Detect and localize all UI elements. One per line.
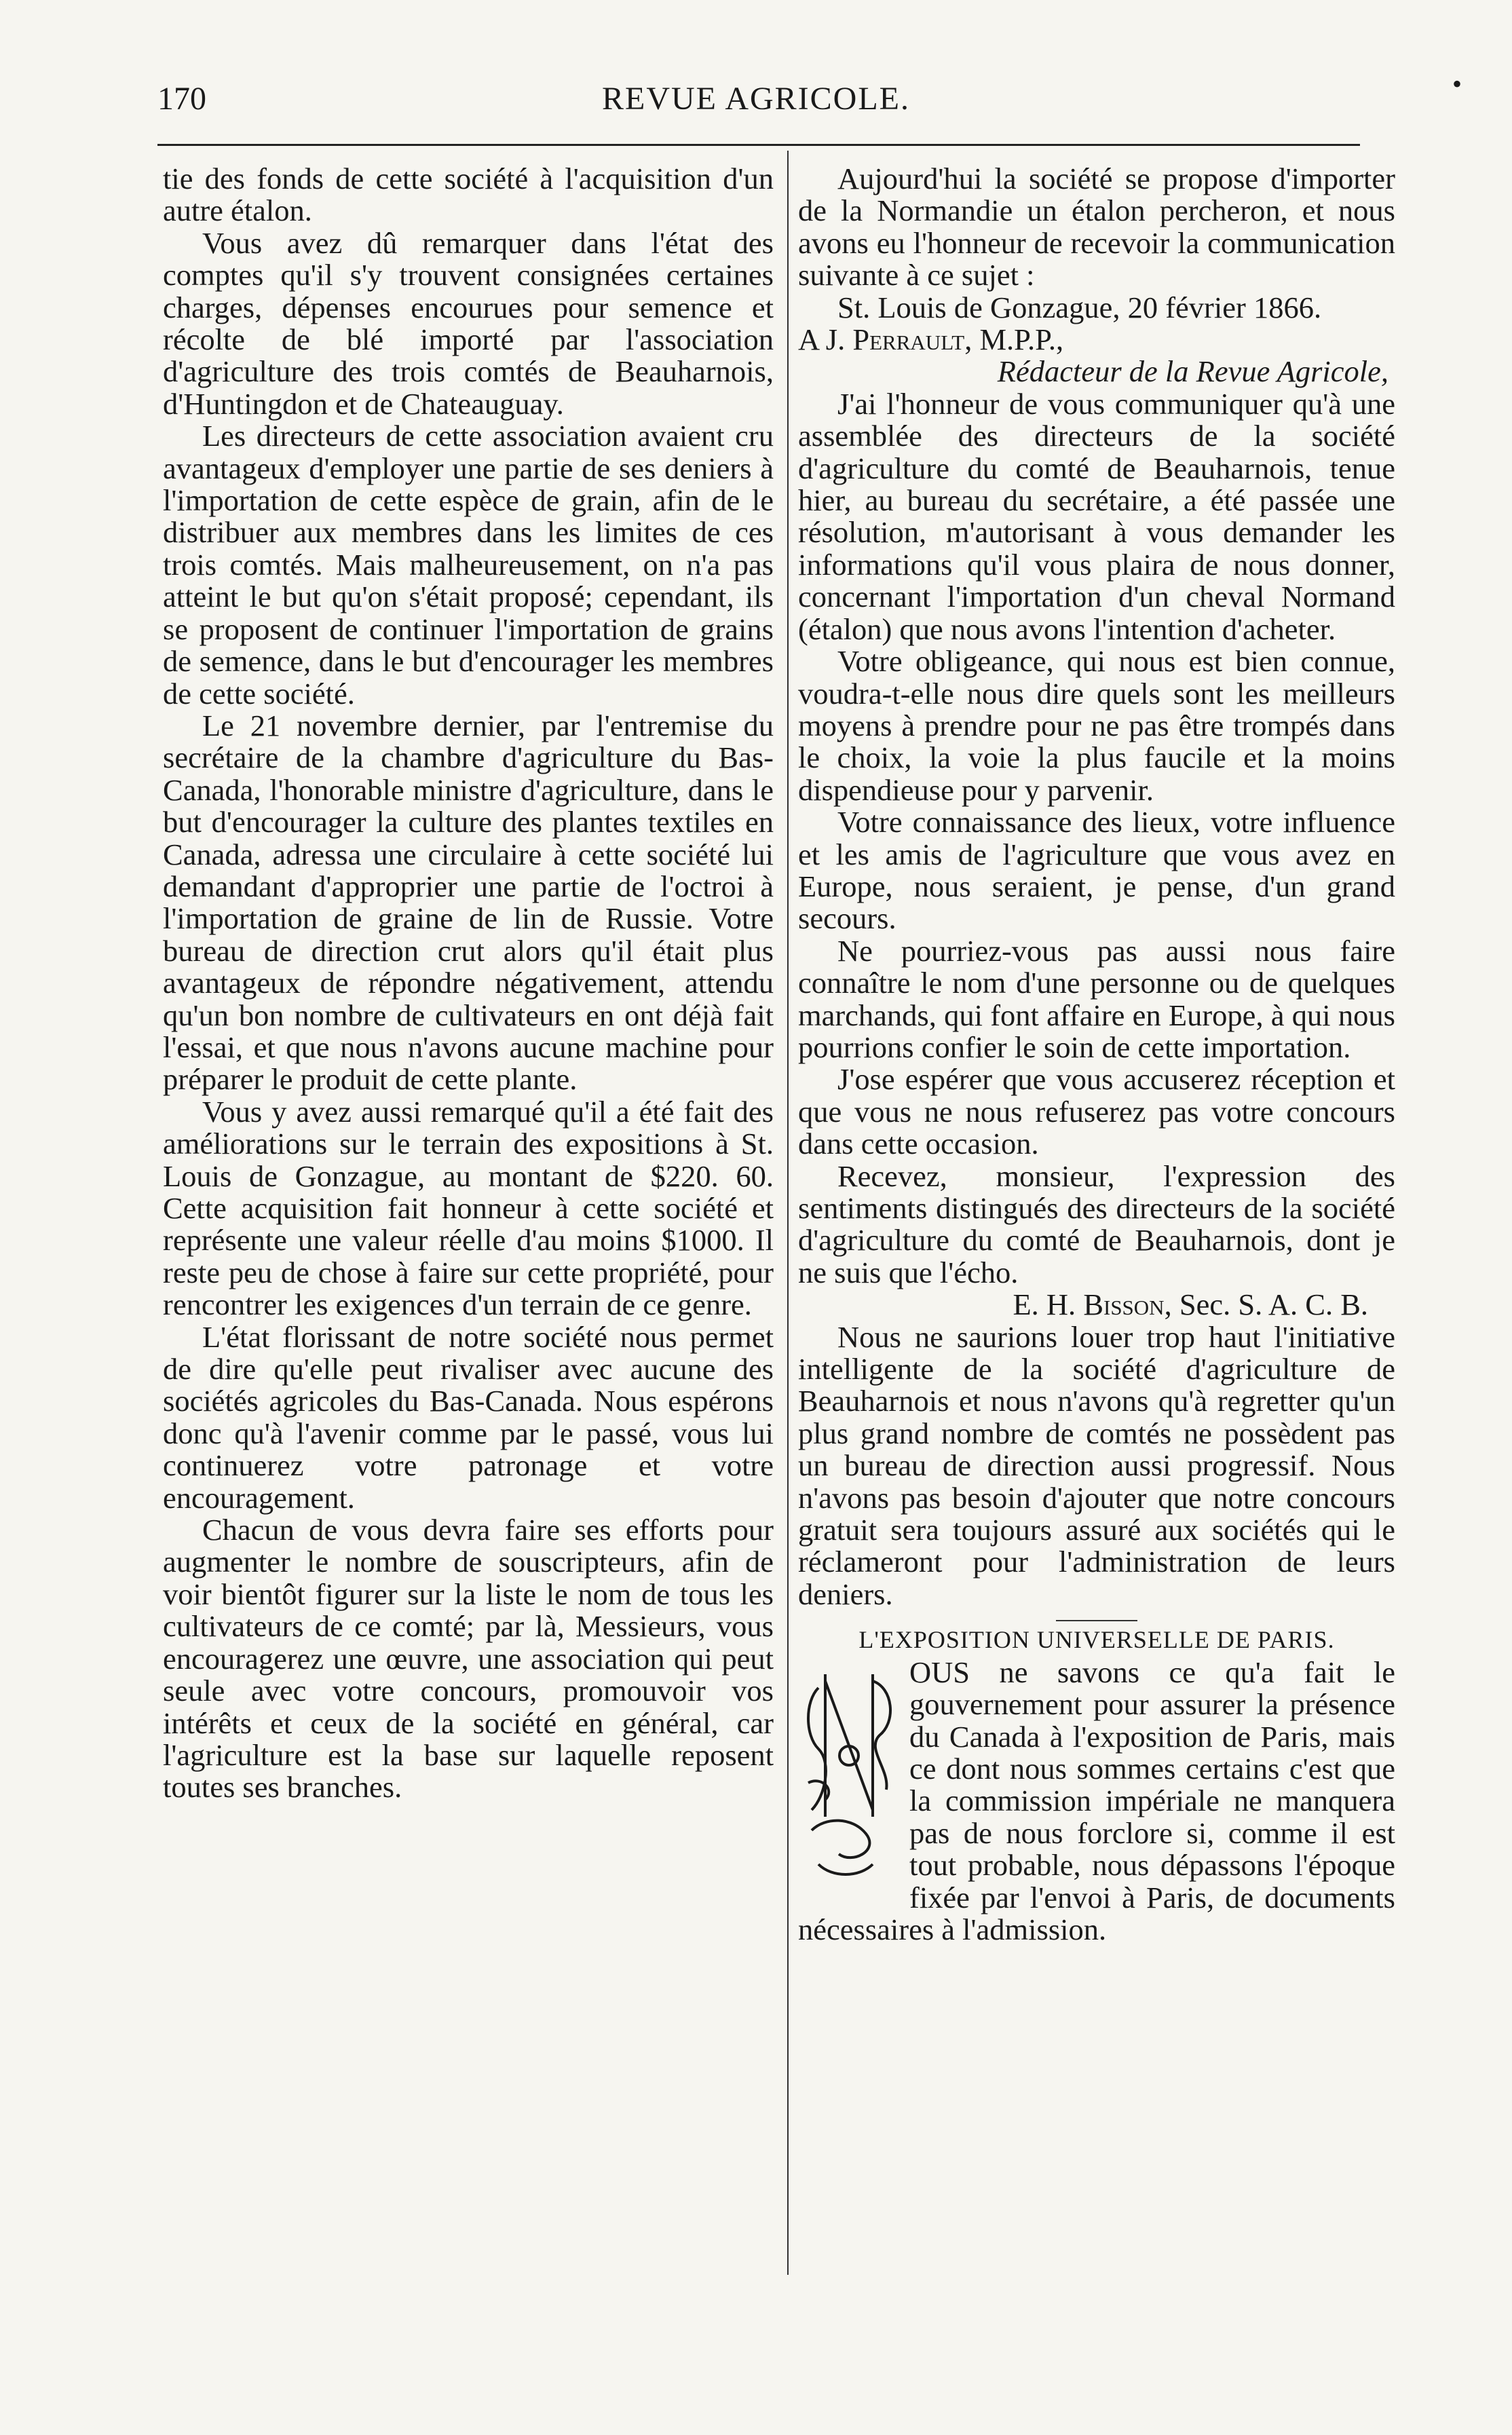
paragraph: Recevez, monsieur, l'expression des sentiments distingués des directeurs de la société d'agriculture du comté de Beauharnois, dont je ne suis que l'écho. [798,1158,1395,1289]
ornamental-initial-n-icon [798,1661,900,1885]
paragraph: Vous y avez aussi remarqué qu'il a été fait des améliorations sur le terrain des expositions à St. Louis de Gonzague, au montant de $220. 60. Cette acquisition fait honneur à cette société et représente une valeur réelle d'au moins $1000. Il reste peu de chose à faire sur cette propriété, pour rencontrer les exigences d'un terrain de ce genre. [163,1094,774,1322]
section-body [798,1657,1395,1946]
paragraph: Votre connaissance des lieux, votre influence et les amis de l'agriculture que vous avez en Europe, nous seraient, je pense, d'un grand secours. [798,805,1395,936]
addressee [798,324,1395,356]
paragraph: Vous avez dû remarquer dans l'état des comptes qu'il s'y trouvent consignées certaines charges, dépenses encourues pour semence et récolte de blé importé par l'association d'agriculture des trois comtés de Beauharnois, d'Huntingdon et de Chateauguay. [163,225,774,421]
signature [798,1289,1395,1321]
addressee-name: Perrault [852,322,965,357]
signature-name: Bisson [1083,1287,1165,1322]
column-divider [787,151,789,2275]
header-rule [157,144,1360,146]
running-title: REVUE AGRICOLE. [602,81,910,117]
right-column [798,163,1395,1946]
addressee-title: Rédacteur de la Revue Agricole, [997,354,1388,389]
paragraph: Chacun de vous devra faire ses efforts pour augmenter le nombre de souscripteurs, afin de voir bientôt figurer sur la liste le nom de tous les cultivateurs de ce comté; par là, Messieurs, vous encouragerez une œuvre, une association qui peut seule avec votre concours, promouvoir vos intérêts et ceux de la société en général, car l'agriculture est la base sur laquelle reposent toutes ses branches. [163,1513,774,1805]
paragraph: Votre obligeance, qui nous est bien connue, voudra-t-elle nous dire quels sont les meilleurs moyens à prendre pour ne pas être trompés dans le choix, la voie la plus faucile et la moins dispendieuse pour y parvenir. [798,644,1395,807]
paragraph: tie des fonds de cette société à l'acquisition d'un autre étalon. [163,162,774,228]
paragraph: J'ose espérer que vous accuserez réception et que vous ne nous refuserez pas votre concours dans cette occasion. [798,1062,1395,1161]
section-paragraph: OUS ne savons ce qu'a fait le gouvernement pour assurer la présence du Canada à l'exposition de Paris, mais ce dont nous sommes certains c'est que la commission impériale ne manquera pas de nous forclore si, comme il est tout probable, nous dépassons l'époque fixée par l'envoi à Paris, de documents nécessaires à l'admission. [798,1655,1395,1946]
signature-prefix: E. H. [1013,1287,1084,1322]
paragraph: Ne pourriez-vous pas aussi nous faire connaître le nom d'une personne ou de quelques marchands, qui font affaire en Europe, à qui nous pourrions confier le soin de cette importation. [798,933,1395,1064]
section-rule [1056,1620,1137,1621]
paragraph: Nous ne saurions louer trop haut l'initiative intelligente de la société d'agriculture de Beauharnois et nous n'avons qu'à regretter qu'un plus grand nombre de comtés ne possèdent pas un bureau de direction aussi progressif. Nous n'avons pas besoin d'ajouter que notre concours gratuit sera toujours assuré aux sociétés qui le réclameront pour l'administration de leurs deniers. [798,1319,1395,1611]
ornamental-initial-n-graphic [798,1661,900,1885]
paragraph: Aujourd'hui la société se propose d'importer de la Normandie un étalon percheron, et nous avons eu l'honneur de recevoir la communication suivante à ce sujet : [798,162,1395,292]
header-mark: • [1452,69,1462,99]
dateline: St. Louis de Gonzague, 20 février 1866. [837,290,1322,324]
page-number: 170 [157,81,206,117]
section-title: L'EXPOSITION UNIVERSELLE DE PARIS. [858,1626,1335,1654]
paragraph: Les directeurs de cette association avaient cru avantageux d'employer une partie de ses deniers à l'importation de cette espèce de grain, afin de le distribuer aux membres dans les limites de ces trois comtés. Mais malheureusement, on n'a pas atteint le but qu'on s'était proposé; cependant, ils se proposent de continuer l'importation de grains de semence, dans le but d'encourager les membres de cette société. [163,419,774,711]
addressee-suffix: , M.P.P., [964,322,1064,357]
signature-suffix: , Sec. S. A. C. B. [1164,1287,1368,1322]
paragraph: L'état florissant de notre société nous permet de dire qu'elle peut rivaliser avec aucune des sociétés agricoles du Bas-Canada. Nous espérons donc qu'à l'avenir comme par le passé, vous lui continuerez votre patronage et votre encouragement. [163,1319,774,1515]
left-column [163,163,774,1804]
addressee-prefix: A J. [798,322,853,357]
paragraph: J'ai l'honneur de vous communiquer qu'à une assemblée des directeurs de la société d'agriculture du comté de Beauharnois, tenue hier, au bureau du secrétaire, a été passée une résolution, m'autorisant à vous demander les informations qu'il vous plaira de nous donner, concernant l'importation d'un cheval Normand (étalon) que nous avons l'intention d'acheter. [798,386,1395,646]
paragraph: Le 21 novembre dernier, par l'entremise du secrétaire de la chambre d'agriculture du Bas-Canada, l'honorable ministre d'agriculture, dans le but d'encourager la culture des plantes textiles en Canada, adressa une circulaire à cette société lui demandant d'approprier une partie de l'octroi à l'importation de graine de lin de Russie. Votre bureau de direction crut alors qu'il était plus avantageux de répondre négativement, attendu qu'un bon nombre de cultivateurs en ont déjà fait l'essai, et que nous n'avons aucune machine pour préparer le produit de cette plante. [163,708,774,1097]
